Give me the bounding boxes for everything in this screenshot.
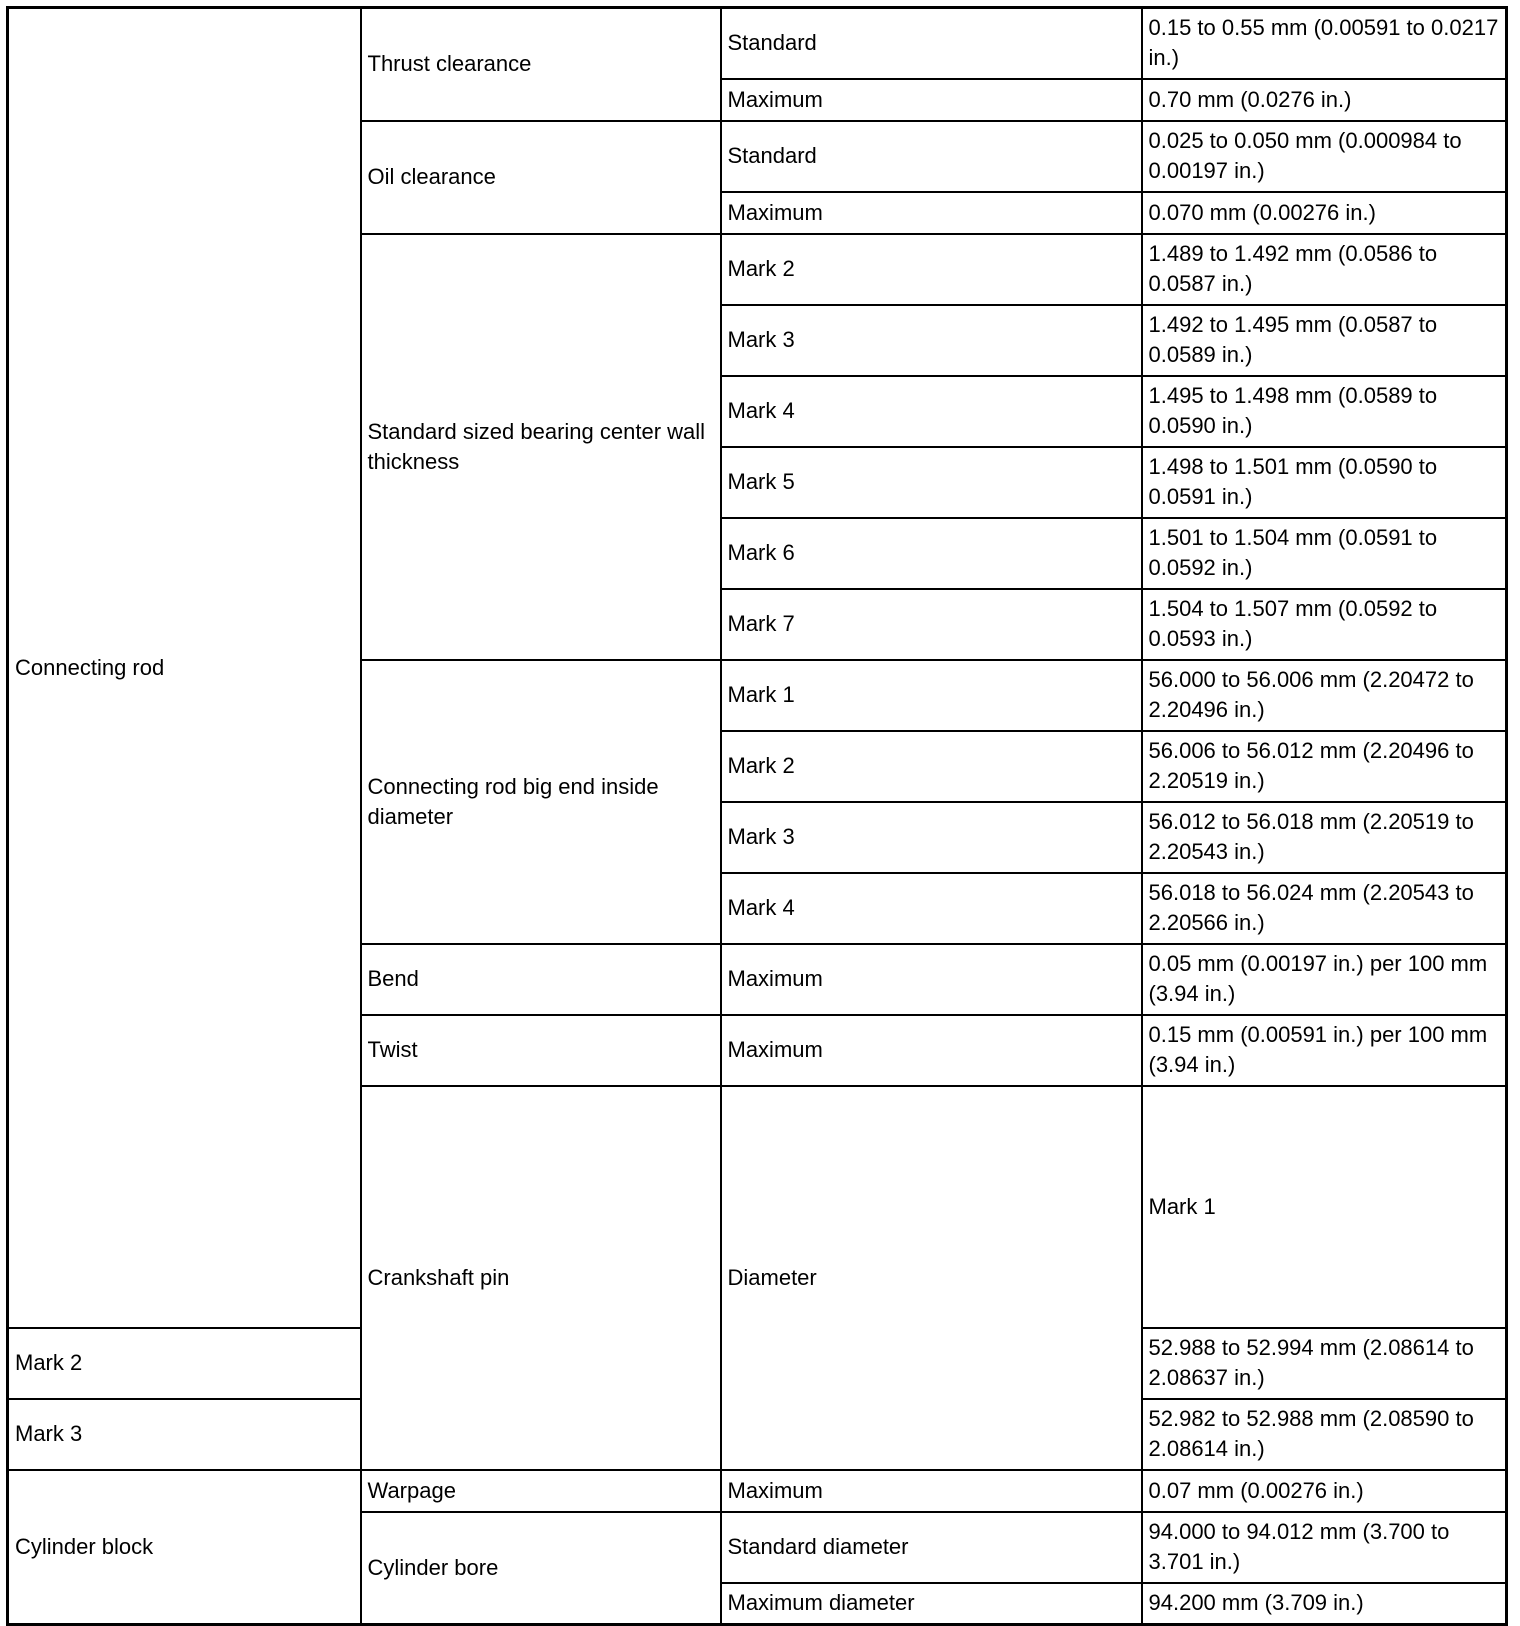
condition-cell: Mark 5 (721, 447, 1142, 518)
condition-cell: Maximum (721, 944, 1142, 1015)
value-cell: 1.501 to 1.504 mm (0.0591 to 0.0592 in.) (1142, 518, 1506, 589)
condition-cell: Mark 4 (721, 376, 1142, 447)
value-cell: 52.988 to 52.994 mm (2.08614 to 2.08637 in.) (1142, 1328, 1506, 1399)
component-cell: Cylinder block (8, 1470, 361, 1625)
condition-cell: Mark 2 (721, 234, 1142, 305)
condition-cell: Mark 6 (721, 518, 1142, 589)
item-cell: Warpage (361, 1470, 721, 1512)
value-cell: 1.498 to 1.501 mm (0.0590 to 0.0591 in.) (1142, 447, 1506, 518)
item-cell: Thrust clearance (361, 8, 721, 121)
component-cell: Crankshaft pin (361, 1086, 721, 1470)
condition-cell: Maximum (721, 79, 1142, 121)
value-cell: 94.200 mm (3.709 in.) (1142, 1583, 1506, 1625)
value-cell: 94.000 to 94.012 mm (3.700 to 3.701 in.) (1142, 1512, 1506, 1583)
condition-cell: Mark 1 (1142, 1086, 1506, 1328)
item-cell: Twist (361, 1015, 721, 1086)
condition-cell: Maximum (721, 1015, 1142, 1086)
value-cell: 1.504 to 1.507 mm (0.0592 to 0.0593 in.) (1142, 589, 1506, 660)
condition-cell: Maximum (721, 192, 1142, 234)
value-cell: 0.15 mm (0.00591 in.) per 100 mm (3.94 in.) (1142, 1015, 1506, 1086)
component-cell: Connecting rod (8, 8, 361, 1328)
item-cell: Standard sized bearing center wall thickness (361, 234, 721, 660)
condition-cell: Maximum (721, 1470, 1142, 1512)
specification-table (6, 6, 1508, 1626)
item-cell: Bend (361, 944, 721, 1015)
condition-cell: Mark 4 (721, 873, 1142, 944)
condition-cell: Mark 2 (721, 731, 1142, 802)
condition-cell: Mark 3 (721, 305, 1142, 376)
value-cell: 56.006 to 56.012 mm (2.20496 to 2.20519 in.) (1142, 731, 1506, 802)
item-cell: Connecting rod big end inside diameter (361, 660, 721, 944)
value-cell: 56.012 to 56.018 mm (2.20519 to 2.20543 in.) (1142, 802, 1506, 873)
condition-cell: Mark 3 (721, 802, 1142, 873)
item-cell: Diameter (721, 1086, 1142, 1470)
table-row (8, 1470, 1507, 1512)
condition-cell: Mark 1 (721, 660, 1142, 731)
value-cell: 0.15 to 0.55 mm (0.00591 to 0.0217 in.) (1142, 8, 1506, 79)
value-cell: 1.489 to 1.492 mm (0.0586 to 0.0587 in.) (1142, 234, 1506, 305)
value-cell: 0.05 mm (0.00197 in.) per 100 mm (3.94 in.) (1142, 944, 1506, 1015)
condition-cell: Standard (721, 8, 1142, 79)
value-cell: 1.495 to 1.498 mm (0.0589 to 0.0590 in.) (1142, 376, 1506, 447)
value-cell: 0.025 to 0.050 mm (0.000984 to 0.00197 in.) (1142, 121, 1506, 192)
condition-cell: Mark 3 (8, 1399, 361, 1470)
value-cell: 0.07 mm (0.00276 in.) (1142, 1470, 1506, 1512)
item-cell: Oil clearance (361, 121, 721, 234)
value-cell: 1.492 to 1.495 mm (0.0587 to 0.0589 in.) (1142, 305, 1506, 376)
condition-cell: Mark 2 (8, 1328, 361, 1399)
table-row (8, 8, 1507, 79)
value-cell: 0.070 mm (0.00276 in.) (1142, 192, 1506, 234)
condition-cell: Standard (721, 121, 1142, 192)
value-cell: 52.982 to 52.988 mm (2.08590 to 2.08614 in.) (1142, 1399, 1506, 1470)
item-cell: Cylinder bore (361, 1512, 721, 1625)
condition-cell: Maximum diameter (721, 1583, 1142, 1625)
value-cell: 56.000 to 56.006 mm (2.20472 to 2.20496 in.) (1142, 660, 1506, 731)
value-cell: 56.018 to 56.024 mm (2.20543 to 2.20566 in.) (1142, 873, 1506, 944)
value-cell: 0.70 mm (0.0276 in.) (1142, 79, 1506, 121)
condition-cell: Mark 7 (721, 589, 1142, 660)
condition-cell: Standard diameter (721, 1512, 1142, 1583)
value-cell (1506, 1086, 1507, 1328)
